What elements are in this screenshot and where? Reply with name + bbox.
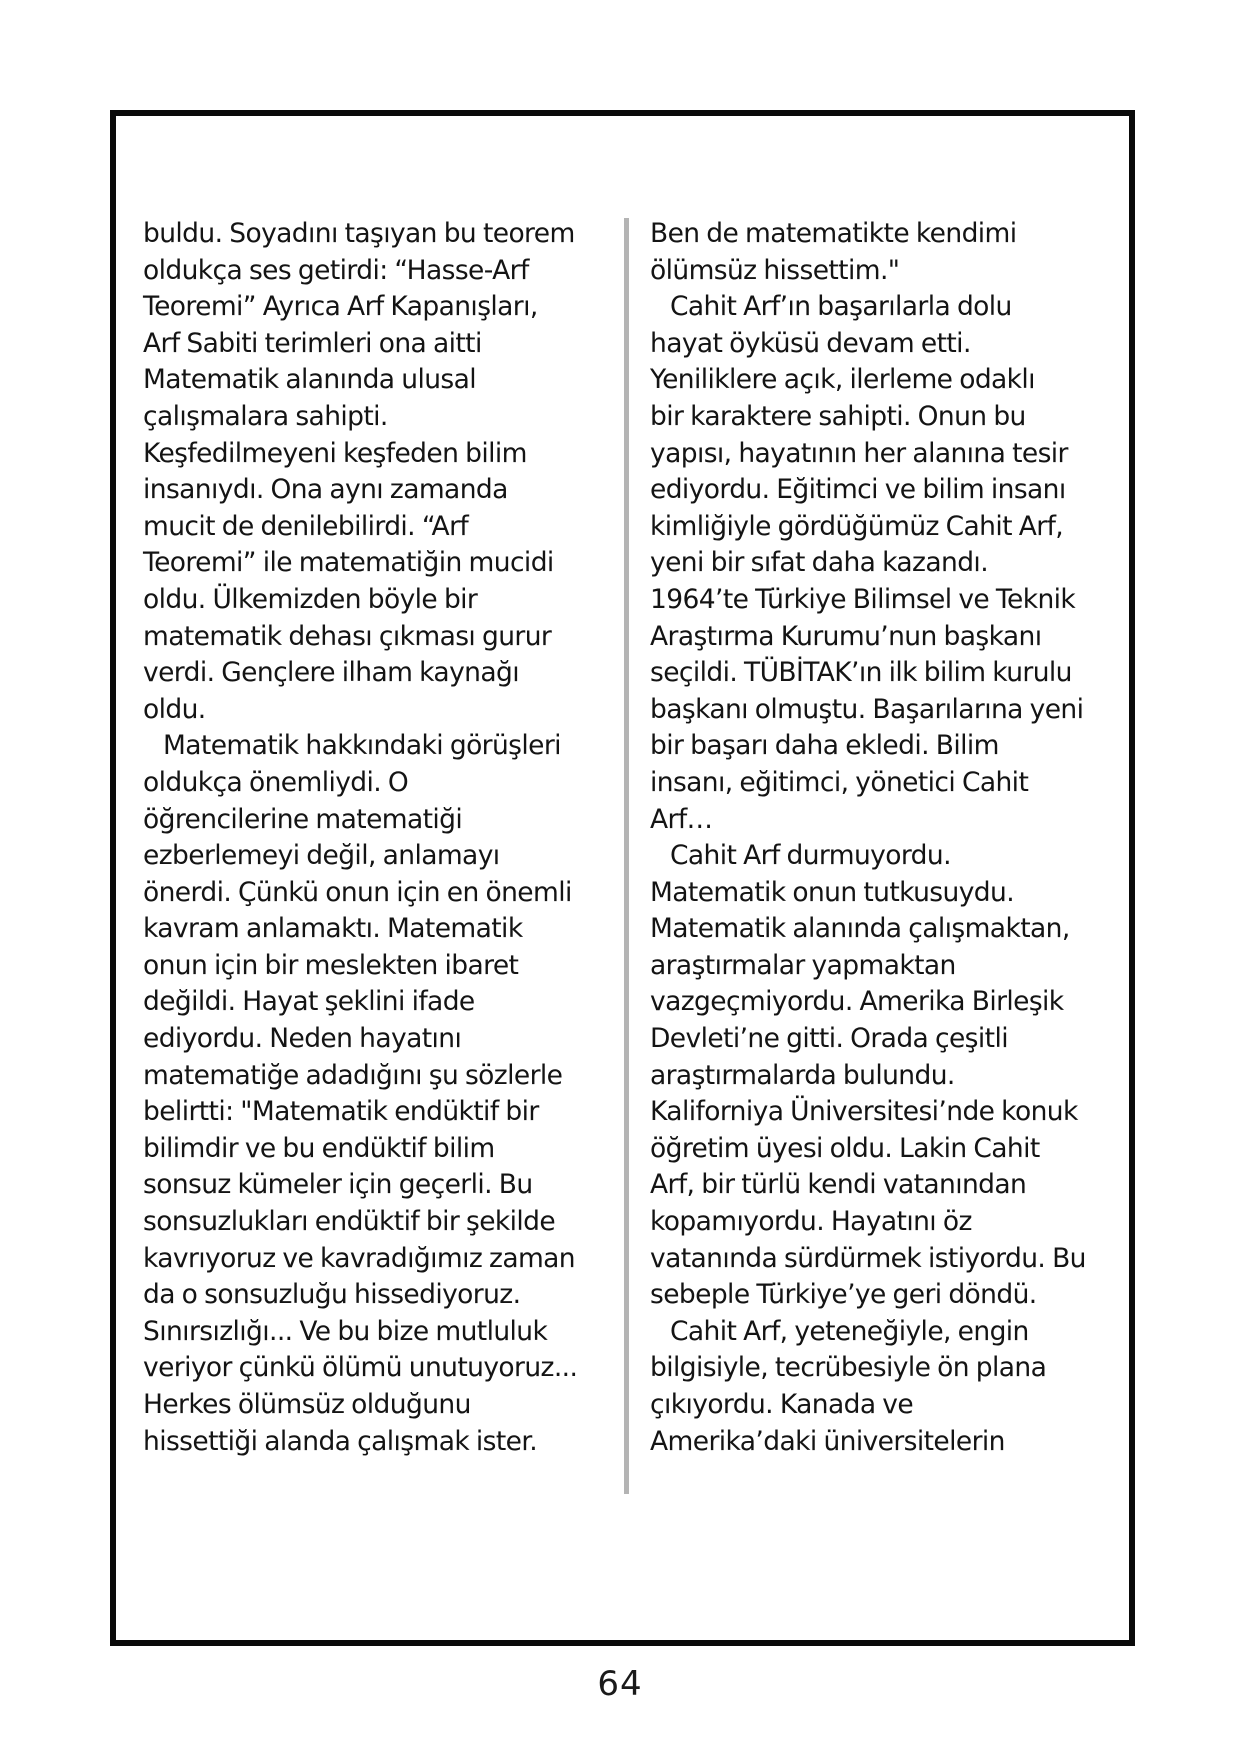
text-line: Sınırsızlığı... Ve bu bize mutluluk [143,1315,548,1347]
text-line: bilimdir ve bu endüktif bilim [143,1132,495,1164]
text-line: yeni bir sıfat daha kazandı. [650,547,989,579]
paragraph-start-line: Cahit Arf, yeteneğiyle, engin [670,1315,1029,1347]
text-line: hayat öyküsü devam etti. [650,327,971,359]
text-line: sonsuzlukları endüktif bir şekilde [143,1206,556,1238]
text-line: Keşfedilmeyeni keşfeden bilim [143,437,527,469]
text-line: Yeniliklere açık, ilerleme odaklı [650,364,1035,396]
paragraph-start-line: Cahit Arf’ın başarılarla dolu [670,291,1012,323]
text-line: çalışmalara sahipti. [143,400,388,432]
text-line: sebeple Türkiye’ye geri döndü. [650,1279,1037,1311]
text-line: Arf, bir türlü kendi vatanından [650,1169,1027,1201]
text-line: verdi. Gençlere ilham kaynağı [143,657,519,689]
text-line: kavram anlamaktı. Matematik [143,913,523,945]
text-line: ediyordu. Neden hayatını [143,1023,462,1055]
text-line: çıkıyordu. Kanada ve [650,1389,914,1420]
text-line: veriyor çünkü ölümü unutuyoruz... [143,1352,578,1384]
text-line: onun için bir meslekten ibaret [143,949,519,981]
text-line: vazgeçmiyordu. Amerika Birleşik [650,986,1064,1018]
text-line: ölümsüz hissettim." [650,254,900,286]
text-line: insanıydı. Ona aynı zamanda [143,474,508,506]
text-line: Matematik alanında çalışmaktan, [650,913,1070,945]
right-text-column [650,216,1130,1460]
paragraph-start-line: Matematik hakkındaki görüşleri [163,730,561,762]
text-line: oldu. Ülkemizden böyle bir [143,583,478,615]
text-line: araştırmalarda bulundu. [650,1059,955,1091]
text-line: Matematik onun tutkusuydu. [650,876,1015,908]
text-line: vatanında sürdürmek istiyordu. Bu [650,1242,1086,1274]
left-text-column [143,216,623,1460]
text-line: Araştırma Kurumu’nun başkanı [650,620,1042,652]
text-line: Herkes ölümsüz olduğunu [143,1389,471,1420]
text-line: kimliğiyle gördüğümüz Cahit Arf, [650,510,1064,542]
text-line: seçildi. TÜBİTAK’ın ilk bilim kurulu [650,657,1072,689]
text-line: Amerika’daki üniversitelerin [650,1425,1005,1457]
text-line: mucit de denilebilirdi. “Arf [143,510,469,542]
text-line: yapısı, hayatının her alanına tesir [650,437,1068,469]
text-line: kavrıyoruz ve kavradığımız zaman [143,1242,576,1274]
paragraph-start-line: Cahit Arf durmuyordu. [670,840,951,872]
text-line: önerdi. Çünkü onun için en önemli [143,876,572,908]
text-line: Kaliforniya Üniversitesi’nde konuk [650,1096,1078,1128]
text-line: bir başarı daha ekledi. Bilim [650,730,999,762]
text-line: da o sonsuzluğu hissediyoruz. [143,1279,521,1311]
text-line: Arf… [650,803,713,835]
text-line: öğretim üyesi oldu. Lakin Cahit [650,1132,1040,1164]
text-line: ezberlemeyi değil, anlamayı [143,840,500,872]
text-line: Arf Sabiti terimleri ona aitti [143,327,482,359]
text-line: belirtti: "Matematik endüktif bir [143,1096,539,1128]
text-line: insanı, eğitimci, yönetici Cahit [650,766,1029,798]
text-line: sonsuz kümeler için geçerli. Bu [143,1169,533,1201]
text-line: Teoremi” ile matematiğin mucidi [143,547,554,579]
text-line: Devleti’ne gitti. Orada çeşitli [650,1023,1008,1055]
text-line: matematiğe adadığını şu sözlerle [143,1059,563,1091]
text-line: matematik dehası çıkması gurur [143,620,552,652]
text-line: oldukça ses getirdi: “Hasse-Arf [143,254,529,286]
column-divider [624,218,629,1494]
text-line: değildi. Hayat şeklini ifade [143,986,475,1018]
text-line: 1964’te Türkiye Bilimsel ve Teknik [650,583,1076,615]
text-line: ediyordu. Eğitimci ve bilim insanı [650,474,1066,506]
text-line: Matematik alanında ulusal [143,364,477,396]
text-line: Teoremi” Ayrıca Arf Kapanışları, [143,291,538,323]
text-line: oldukça önemliydi. O [143,766,409,798]
text-line: kopamıyordu. Hayatını öz [650,1206,972,1238]
page-number: 64 [597,1664,643,1704]
text-line: hissettiği alanda çalışmak ister. [143,1425,538,1457]
text-line: bilgisiyle, tecrübesiyle ön plana [650,1352,1047,1384]
text-line: buldu. Soyadını taşıyan bu teorem [143,218,575,249]
text-line: bir karaktere sahipti. Onun bu [650,400,1026,432]
text-line: Ben de matematikte kendimi [650,218,1017,249]
text-line: oldu. [143,693,206,725]
text-line: araştırmalar yapmaktan [650,949,956,981]
text-line: başkanı olmuştu. Başarılarına yeni [650,693,1084,725]
text-line: öğrencilerine matematiği [143,803,463,835]
